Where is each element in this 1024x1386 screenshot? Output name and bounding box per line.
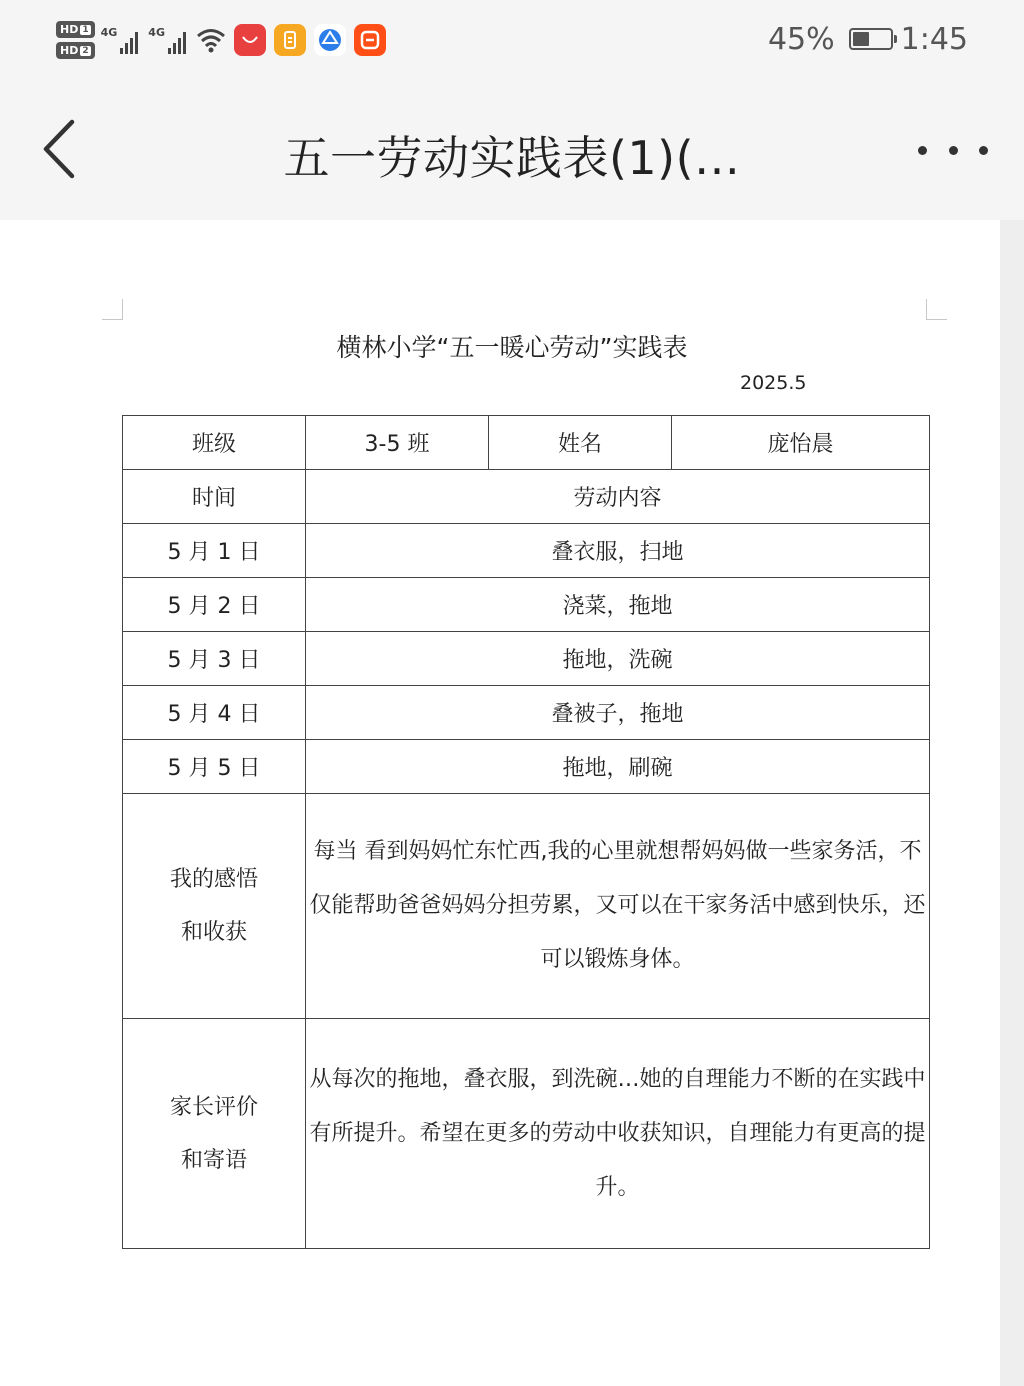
sim2-hd-icon: HD 2 <box>56 42 95 59</box>
row-date: 5 月 1 日 <box>123 524 306 578</box>
row-content: 拖地，洗碗 <box>306 632 930 686</box>
document-title: 五一劳动实践表(1)(… <box>283 131 741 185</box>
reflection-text: 每当 看到妈妈忙东忙西,我的心里就想帮妈妈做一些家务活，不仅能帮助爸爸妈妈分担劳累，又可以在干家务活中感到快乐，还可以锻炼身体。 <box>306 794 930 1019</box>
status-bar <box>0 0 1024 78</box>
browser-app-icon <box>314 24 346 56</box>
table-row-info <box>123 416 930 470</box>
sim1-hd-icon: HD 1 <box>56 21 95 38</box>
table-row-reflection <box>123 794 930 1019</box>
page-corner-mark <box>102 299 123 320</box>
parent-comment-text: 从每次的拖地，叠衣服，到洗碗…她的自理能力不断的在实践中有所提升。希望在更多的劳动中收获知识，自理能力有更高的提升。 <box>306 1019 930 1249</box>
class-label: 班级 <box>123 416 306 470</box>
battery-icon <box>849 28 893 50</box>
status-left <box>56 12 394 68</box>
table-row-header <box>123 470 930 524</box>
table-row <box>123 740 930 794</box>
sim-indicators <box>56 21 95 59</box>
more-options-icon[interactable] <box>918 138 988 162</box>
name-value: 庞怡晨 <box>672 416 930 470</box>
notes-app-icon <box>274 24 306 56</box>
reflection-label-line1: 我的感悟 <box>169 867 258 892</box>
page-corner-mark <box>926 299 947 320</box>
class-value: 3-5 班 <box>306 416 489 470</box>
parent-label <box>123 1019 306 1249</box>
row-date: 5 月 4 日 <box>123 686 306 740</box>
reflection-label-line2: 和收获 <box>180 920 247 945</box>
row-date: 5 月 5 日 <box>123 740 306 794</box>
content-header: 劳动内容 <box>306 470 930 524</box>
table-row-parent <box>123 1019 930 1249</box>
name-label: 姓名 <box>489 416 672 470</box>
title-bar <box>0 78 1024 220</box>
signal-2-icon: 4G <box>148 26 186 54</box>
reflection-label <box>123 794 306 1019</box>
table-row <box>123 632 930 686</box>
row-content: 浇菜，拖地 <box>306 578 930 632</box>
battery-percent: 45% <box>767 21 835 57</box>
form-title: 横林小学“五一暖心劳动”实践表 <box>336 333 688 362</box>
parent-label-line1: 家长评价 <box>169 1094 258 1120</box>
status-right <box>768 16 968 62</box>
clock: 1:45 <box>900 21 968 57</box>
parent-label-line2: 和寄语 <box>180 1147 247 1173</box>
row-content: 叠衣服，扫地 <box>306 524 930 578</box>
huawei-appgallery-icon <box>234 24 266 56</box>
row-content: 叠被子，拖地 <box>306 686 930 740</box>
taobao-app-icon <box>354 24 386 56</box>
time-header: 时间 <box>123 470 306 524</box>
wifi-icon <box>196 27 226 53</box>
table-row <box>123 686 930 740</box>
row-date: 5 月 3 日 <box>123 632 306 686</box>
signal-1-icon: 4G <box>101 26 139 54</box>
row-content: 拖地，刷碗 <box>306 740 930 794</box>
form-date: 2025.5 <box>740 372 807 394</box>
scrollbar[interactable] <box>1000 220 1024 1386</box>
table-row <box>123 578 930 632</box>
row-date: 5 月 2 日 <box>123 578 306 632</box>
table-row <box>123 524 930 578</box>
practice-table <box>122 415 930 1249</box>
